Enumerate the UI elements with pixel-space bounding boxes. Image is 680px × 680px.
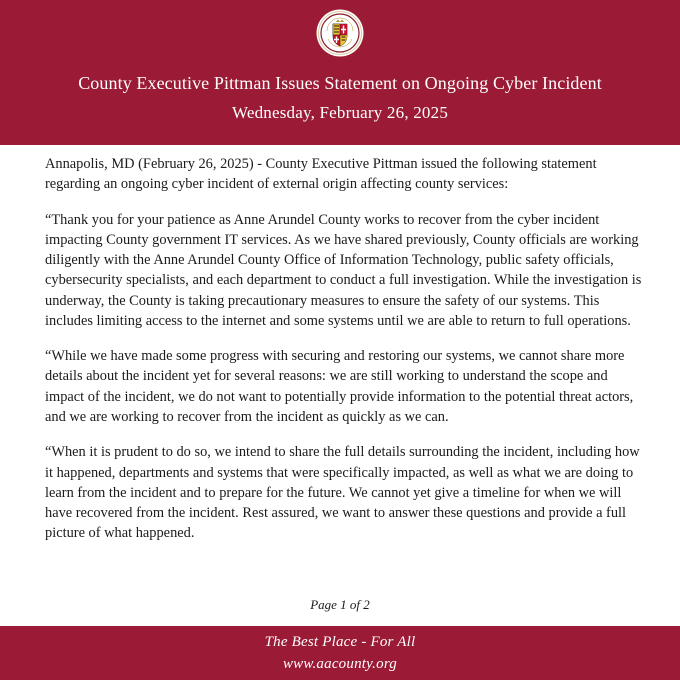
statement-paragraph-2: “While we have made some progress with securing and restoring our systems, we cannot share more details about the incident yet for several reasons: we are still working to understand the scope and impact of the incident, we do not want to potentially provide information to the potential threat actors, and we are working to recover from the incident as quickly as we can. (45, 348, 634, 425)
website-link[interactable]: www.aacounty.org (282, 656, 398, 672)
dateline-location: Annapolis, MD (45, 156, 135, 172)
statement-paragraph-1: “Thank you for your patience as Anne Arundel County works to recover from the cyber incident impacting County government IT services. As we have shared previously, County officials are working diligently with the Anne Arundel County Office of Information Technology, public safety officials, cybersecurity specialists, and each department to conduct a full investigation. While the investigation is underway, the County is taking precautionary measures to ensure the safety of our systems. This includes limiting access to the internet and some systems until we are able to return to full operations. (45, 211, 642, 329)
header-banner (0, 0, 680, 145)
county-seal-icon (316, 9, 364, 57)
page-number: Page 1 of 2 (310, 597, 370, 612)
footer-banner (0, 626, 680, 680)
tagline: The Best Place - For All (264, 634, 416, 650)
statement-paragraph-3: “When it is prudent to do so, we intend to share the full details surrounding the incident, including how it happened, departments and systems that were specifically impacted, as well as what we are doing to learn from the incident and to prepare for the future. We cannot yet give a timeline for when we will have recovered from the incident. Rest assured, we want to answer these questions and provide a full picture of what happened. (45, 444, 640, 542)
lead-paragraph (45, 154, 645, 194)
page-title: County Executive Pittman Issues Statement on Ongoing Cyber Incident (78, 73, 602, 93)
statement-body (45, 154, 645, 559)
publish-date: Wednesday, February 26, 2025 (231, 103, 449, 122)
lead-text: (February 26, 2025) - County Executive Pittman issued the following statement regarding an ongoing cyber incident of external origin affecting county services: (45, 156, 597, 193)
